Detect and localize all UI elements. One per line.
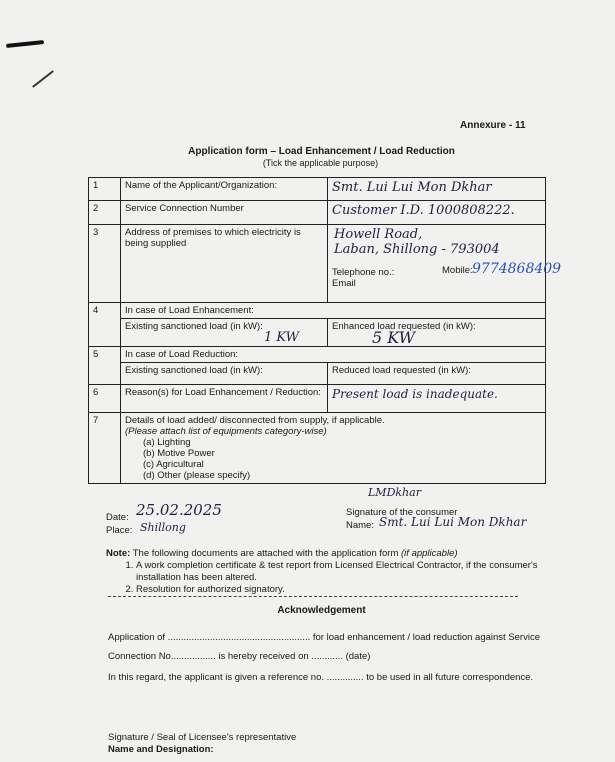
form-title: Application form – Load Enhancement / Load Reduction bbox=[188, 146, 455, 157]
reason-value[interactable]: Present load is inadequate. bbox=[328, 385, 546, 413]
load-category-item[interactable]: (c) Agricultural bbox=[143, 459, 204, 470]
existing-load-reduction-cell[interactable]: Existing sanctioned load (in kW): bbox=[121, 363, 328, 385]
row-load-reduction-header: 5 In case of Load Reduction: bbox=[89, 347, 546, 363]
application-table bbox=[88, 177, 562, 484]
form-subtitle: (Tick the applicable purpose) bbox=[262, 158, 379, 168]
pen-mark bbox=[6, 40, 44, 48]
pen-mark bbox=[32, 70, 54, 88]
name-label: Name: bbox=[346, 520, 374, 531]
name-value[interactable]: Smt. Lui Lui Mon Dkhar bbox=[379, 515, 527, 529]
consumer-signature-scrawl[interactable]: LMDkhar bbox=[368, 486, 421, 499]
row-reason: 6 Reason(s) for Load Enhancement / Reduction: Present load is inadequate. bbox=[89, 385, 546, 413]
note-item: 2. Resolution for authorized signatory. bbox=[136, 584, 546, 596]
load-category-item[interactable]: (d) Other (please specify) bbox=[143, 470, 251, 481]
reduced-load-cell[interactable]: Reduced load requested (in kW): bbox=[328, 363, 546, 385]
row-load-details: 7 Details of load added/ disconnected from supply, if applicable. (Please attach list of equipments category-wise) (a) Lighting (b) Motive Power (c) Agricultural (d) Other (please specify) bbox=[89, 413, 546, 484]
telephone-label: Telephone no.: bbox=[332, 267, 395, 278]
annexure-label: Annexure - 11 bbox=[460, 120, 526, 131]
applicant-name-value[interactable]: Smt. Lui Lui Mon Dkhar bbox=[328, 178, 546, 201]
row-load-enhancement bbox=[89, 319, 546, 347]
licensee-signature-label: Signature / Seal of Licensee's representative bbox=[108, 732, 297, 743]
row-applicant-name: 1 Name of the Applicant/Organization: Smt. Lui Lui Mon Dkhar bbox=[89, 178, 546, 201]
acknowledgement-text: Application of ...................................................... for load enhancement / load reduction against Service Connection No................. is hereby received on ............ (date) In this regard, the applicant is given a reference no. .............. to be used in all future correspondence. bbox=[108, 632, 540, 683]
load-category-item[interactable]: (a) Lighting bbox=[143, 437, 191, 448]
email-label: Email bbox=[332, 278, 356, 289]
mobile-label: Mobile: bbox=[442, 265, 473, 276]
enhanced-load-cell[interactable]: Enhanced load requested (in kW): 5 KW bbox=[328, 319, 546, 347]
row-service-connection: 2 Service Connection Number Customer I.D. 1000808222. bbox=[89, 201, 546, 225]
row-load-enhancement-header: 4 In case of Load Enhancement: bbox=[89, 303, 546, 319]
load-category-item[interactable]: (b) Motive Power bbox=[143, 448, 215, 459]
service-connection-value[interactable]: Customer I.D. 1000808222. bbox=[328, 201, 546, 225]
row-address: 3 Address of premises to which electricity is being supplied Howell Road, Laban, Shillong - 793004 Telephone no.: Mobile: 9774868409 Email bbox=[89, 225, 546, 303]
date-label: Date: bbox=[106, 512, 129, 523]
name-designation-label: Name and Designation: bbox=[108, 744, 214, 755]
place-value[interactable]: Shillong bbox=[140, 521, 186, 534]
place-label: Place: bbox=[106, 525, 133, 536]
acknowledgement-title: Acknowledgement bbox=[277, 605, 366, 616]
signature-label: Signature of the consumer bbox=[346, 507, 458, 518]
date-value[interactable]: 25.02.2025 bbox=[136, 501, 222, 519]
existing-load-cell[interactable]: Existing sanctioned load (in kW): 1 KW bbox=[121, 319, 328, 347]
row-load-reduction bbox=[89, 363, 546, 385]
mobile-value[interactable]: 9774868409 bbox=[472, 261, 562, 277]
note-block: Note: The following documents are attached with the application form (if applicable) 1. A work completion certificate & test report from Licensed Electrical Contractor, if the consumer's installation has been altered. 2. Resolution for authorized signatory. bbox=[106, 548, 546, 596]
note-item: 1. A work completion certificate & test report from Licensed Electrical Contractor, if the consumer's installation has been altered. bbox=[136, 560, 546, 584]
dashed-divider bbox=[108, 596, 518, 597]
address-value[interactable]: Howell Road, Laban, Shillong - 793004 Telephone no.: Mobile: 9774868409 Email bbox=[328, 225, 546, 303]
